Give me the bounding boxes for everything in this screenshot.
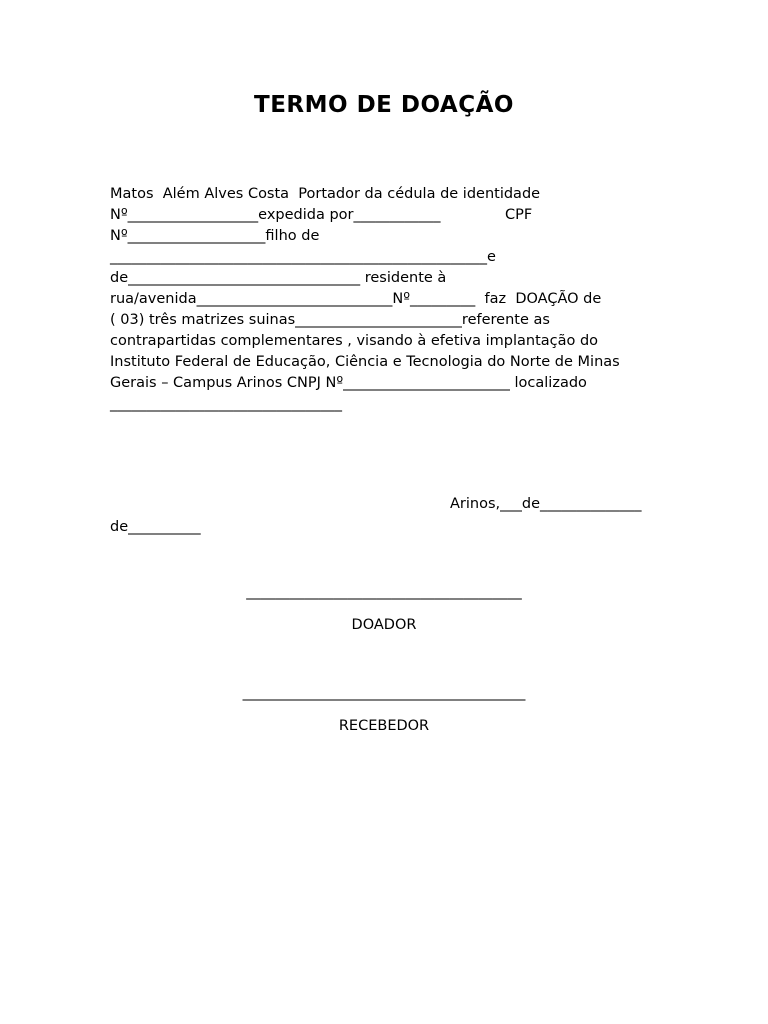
signature-label-recipient: RECEBEDOR [338, 718, 430, 734]
date-line-year: de__________ [110, 519, 201, 535]
date-line-place: Arinos,___de______________ [450, 496, 642, 512]
body-line-3: Nº___________________filho de [110, 228, 320, 244]
body-line-11: ________________________________ [110, 396, 342, 412]
body-line-8: contrapartidas complementares , visando à efetiva implantação do [110, 333, 599, 349]
signature-line-donor: ______________________________________ [246, 584, 522, 600]
document-title: TERMO DE DOAÇÃO [254, 92, 514, 118]
body-line-5: de________________________________ residente à [110, 270, 447, 286]
body-line-1: Matos Além Alves Costa Portador da cédula de identidade [110, 186, 541, 202]
body-line-2: Nº__________________expedida por____________ CPF [110, 207, 533, 223]
body-line-4: ____________________________________________________e [110, 249, 496, 265]
body-line-7: ( 03) três matrizes suinas_______________________referente as [110, 312, 550, 328]
body-line-6: rua/avenida___________________________Nº_________ faz DOAÇÃO de [110, 291, 602, 307]
body-line-10: Gerais – Campus Arinos CNPJ Nº_______________________ localizado [110, 375, 587, 391]
signature-line-recipient: _______________________________________ [242, 685, 526, 701]
body-line-9: Instituto Federal de Educação, Ciência e Tecnologia do Norte de Minas [110, 354, 620, 370]
signature-label-donor: DOADOR [351, 617, 417, 633]
